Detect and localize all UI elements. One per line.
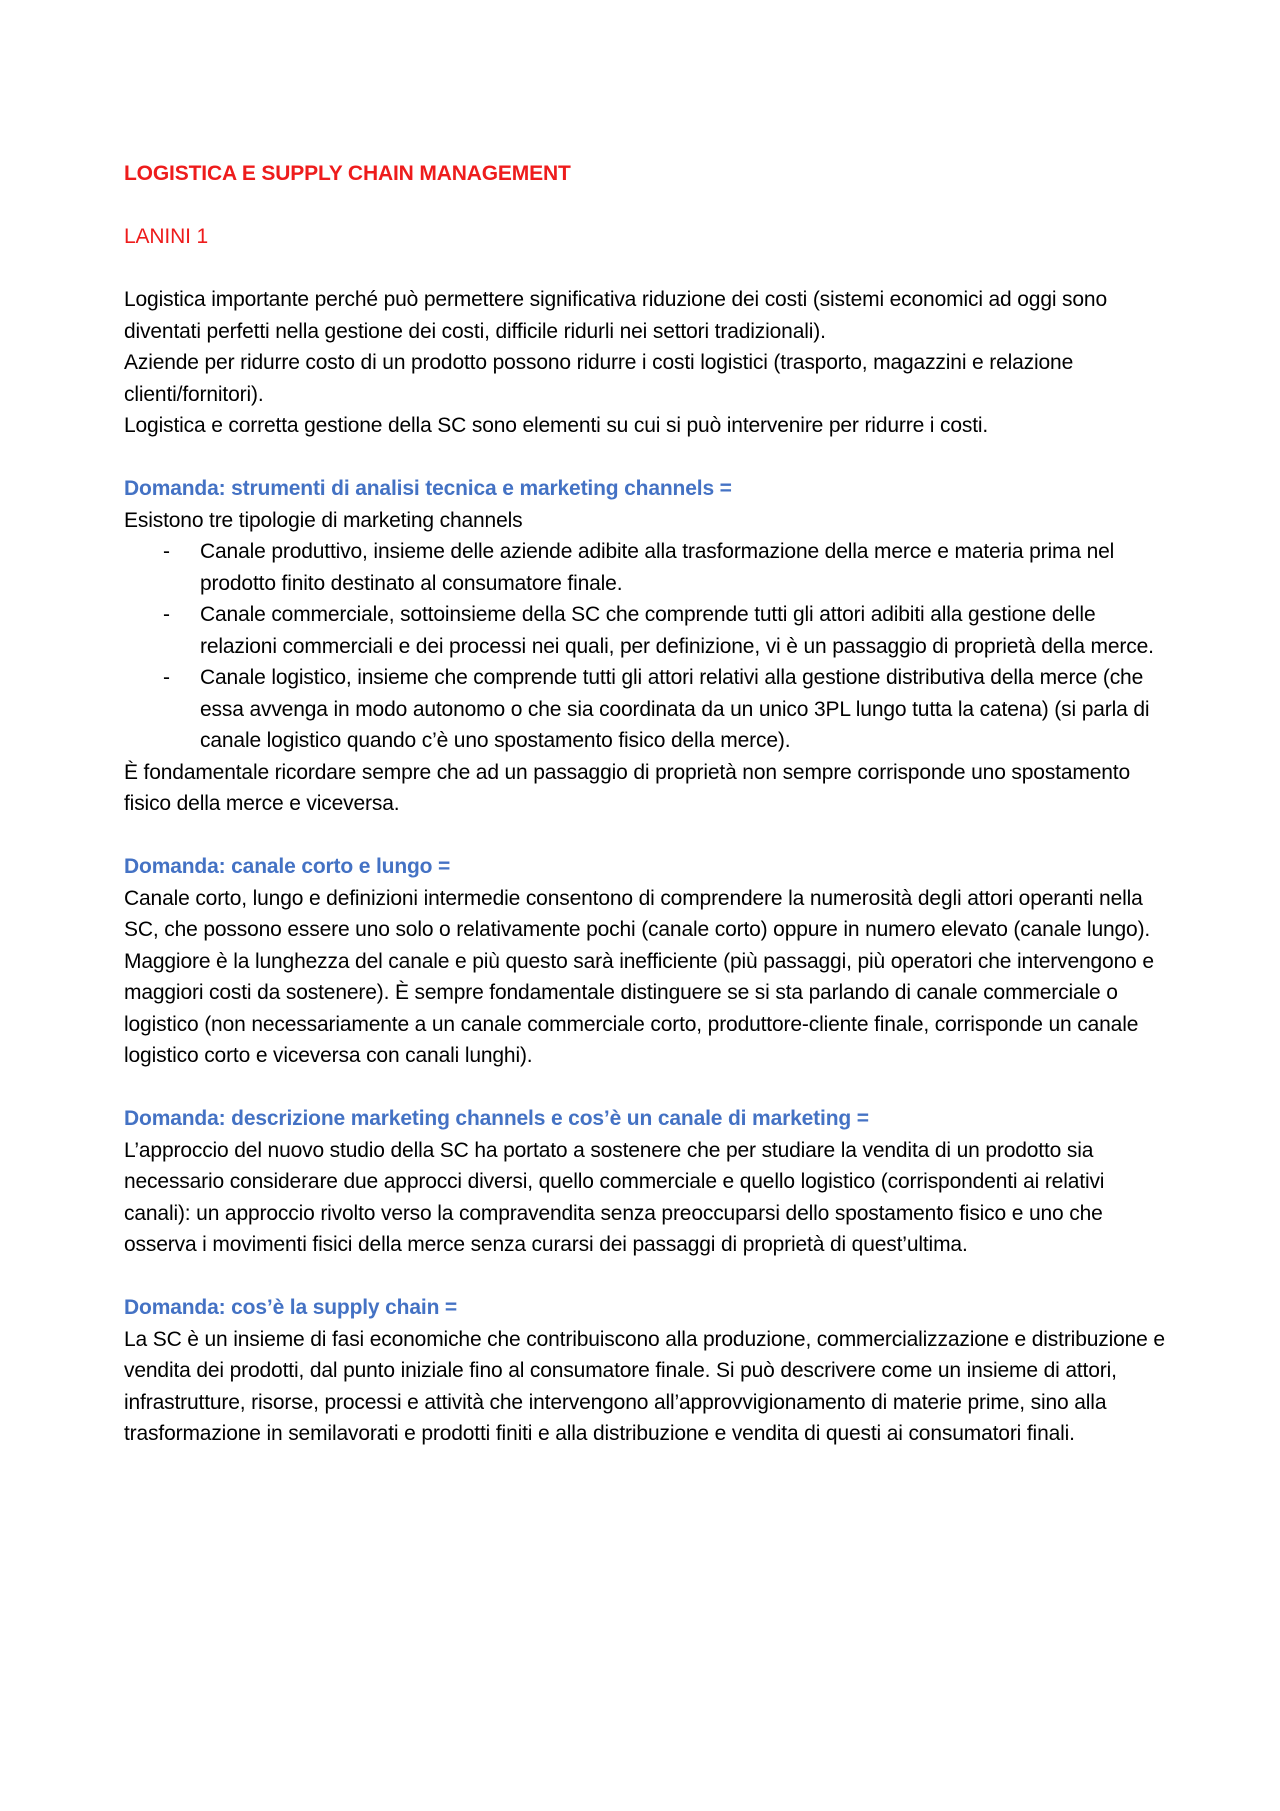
intro-paragraph: Aziende per ridurre costo di un prodotto possono ridurre i costi logistici (trasporto, magazzini e relazione clienti/fornitori). <box>124 351 1074 406</box>
bullet-text: Canale commerciale, sottoinsieme della SC che comprende tutti gli attori adibiti alla gestione delle relazioni commerciali e dei processi nei quali, per definizione, vi è un passaggio di proprietà della merce. <box>200 603 1154 658</box>
section-supply-chain <box>124 1292 1174 1450</box>
section-closing: È fondamentale ricordare sempre che ad un passaggio di proprietà non sempre corrisponde uno spostamento fisico della merce e viceversa. <box>124 760 1130 815</box>
list-item <box>124 536 1174 599</box>
bullet-text: Canale produttivo, insieme delle aziende adibite alla trasformazione della merce e materia prima nel prodotto finito destinato al consumatore finale. <box>200 540 1115 595</box>
section-lead: Esistono tre tipologie di marketing channels <box>124 508 523 532</box>
section-body: La SC è un insieme di fasi economiche che contribuiscono alla produzione, commercializzazione e distribuzione e vendita dei prodotti, dal punto iniziale fino al consumatore finale. Si può descrivere come un insieme di attori, infrastrutture, risorse, processi e attività che intervengono all’approvvigionamento di materie prime, sino alla trasformazione in semilavorati e prodotti finiti e alla distribuzione e vendita di questi ai consumatori finali. <box>124 1327 1165 1445</box>
intro-paragraph: Logistica e corretta gestione della SC sono elementi su cui si può intervenire per ridurre i costi. <box>124 414 989 437</box>
intro-paragraph: Logistica importante perché può permettere significativa riduzione dei costi (sistemi economici ad oggi sono diventati perfetti nella gestione dei costi, difficile ridurli nei settori tradizionali). <box>124 288 1107 343</box>
section-body: L’approccio del nuovo studio della SC ha portato a sostenere che per studiare la vendita di un prodotto sia necessario considerare due approcci diversi, quello commerciale e quello logistico (corrispondenti ai relativi canali): un approccio rivolto verso la compravendita senza preoccuparsi dello spostamento fisico e uno che osserva i movimenti fisici della merce senza curarsi dei passaggi di proprietà di quest’ultima. <box>124 1138 1105 1256</box>
document-page <box>124 158 1174 1450</box>
section-question: Domanda: descrizione marketing channels e cos’è un canale di marketing = <box>124 1107 869 1130</box>
section-question: Domanda: canale corto e lungo = <box>124 855 451 878</box>
section-canale-corto-lungo <box>124 851 1174 1072</box>
bullet-list <box>124 536 1174 757</box>
list-item <box>124 599 1174 662</box>
section-question: Domanda: strumenti di analisi tecnica e marketing channels = <box>124 477 732 500</box>
section-question: Domanda: cos’è la supply chain = <box>124 1296 458 1319</box>
list-item <box>124 662 1174 757</box>
document-title: LOGISTICA E SUPPLY CHAIN MANAGEMENT <box>124 162 571 185</box>
section-canale-marketing <box>124 1103 1174 1261</box>
bullet-marker: - <box>163 603 170 626</box>
intro-block <box>124 284 1174 442</box>
bullet-marker: - <box>163 540 170 563</box>
bullet-marker: - <box>163 666 170 689</box>
section-marketing-channels <box>124 473 1174 820</box>
section-body: Canale corto, lungo e definizioni intermedie consentono di comprendere la numerosità degli attori operanti nella SC, che possono essere uno solo o relativamente pochi (canale corto) oppure in numero elevato (canale lungo). Maggiore è la lunghezza del canale e più questo sarà inefficiente (più passaggi, più operatori che intervengono e maggiori costi da sostenere). È sempre fondamentale distinguere se si sta parlando di canale commerciale o logistico (non necessariamente a un canale commerciale corto, produttore-cliente finale, corrisponde un canale logistico corto e viceversa con canali lunghi). <box>124 886 1154 1067</box>
document-subtitle: LANINI 1 <box>124 225 208 248</box>
bullet-text: Canale logistico, insieme che comprende tutti gli attori relativi alla gestione distributiva della merce (che essa avvenga in modo autonomo o che sia coordinata da un unico 3PL lungo tutta la catena) (si parla di canale logistico quando c’è uno spostamento fisico della merce). <box>200 666 1150 752</box>
